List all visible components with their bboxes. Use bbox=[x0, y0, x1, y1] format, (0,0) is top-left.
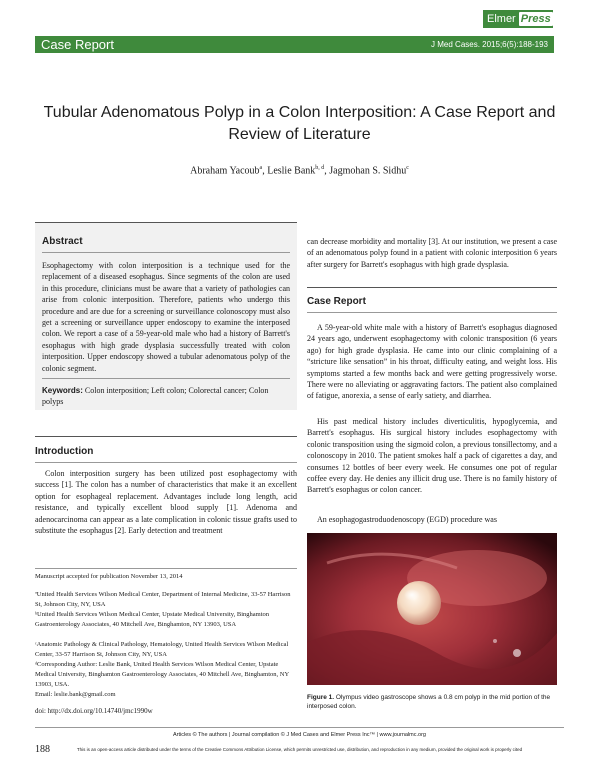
endoscopy-figure bbox=[307, 533, 557, 685]
footer-rule bbox=[35, 727, 564, 728]
author-separator: , bbox=[262, 165, 268, 177]
section-label: Case Report bbox=[41, 37, 114, 52]
case-paragraph-1: A 59-year-old white male with a history of Barrett's esophagus diagnosed 24 years ago, underwent esophagectomy with colonic transposition (6 years ago) for high grade dysplasia. He came into our clinic complaining of a “stricture like sensation” in his throat, difficulty eating, and weight loss. His symptoms started a few months back and were getting progressively worse. There were no alleviating or aggravating factors. The patient also complained of fatigue, anorexia, a sense of early satiety, and diarrhea. bbox=[307, 323, 557, 401]
page-number: 188 bbox=[35, 744, 50, 755]
author-affiliation: c bbox=[406, 165, 409, 171]
introduction-divider bbox=[35, 462, 297, 463]
journal-citation: J Med Cases. 2015;6(5):188-193 bbox=[431, 40, 548, 49]
publisher-press: Press bbox=[520, 13, 551, 25]
footer-copyright: Articles © The authors | Journal compilation © J Med Cases and Elmer Press Inc™ | www.journalmc.org bbox=[173, 732, 426, 738]
introduction-text: Colon interposition surgery has been utilized post esophagectomy with success [1]. The colon has a number of characteristics that make it an excellent option for esophageal replacement. Advantages include long length, acid resistance, and typically excellent blood supply [1]. Adenoma and adenocarcinoma can appear as a late complication in colonic tissue grafts used to substitute the esophagus [2]. Early detection and treatment bbox=[35, 469, 297, 536]
author-affiliation: a bbox=[259, 165, 263, 171]
affiliation-a: ªUnited Health Services Wilson Medical Center, Department of Internal Medicine, 33-57 Harrison St, Johnson City, NY, USA bbox=[35, 591, 291, 608]
abstract-heading: Abstract bbox=[42, 236, 83, 247]
keywords-line bbox=[42, 385, 290, 408]
author-separator: , bbox=[324, 165, 330, 177]
keywords-text: Colon interposition; Left colon; Colorectal cancer; Colon polyps bbox=[42, 386, 269, 407]
abstract-text: Esophagectomy with colon interposition is a technique used for the replacement of a diseased esophagus. Since segments of the colon are used in this procedure, clinicians must be aware that a variety of pathologies can arise from colonic interposition. Therefore, patients who undergo this procedure and are due for a screening or surveillance colonoscopy must also get a screening or surveillance upper endoscopy to examine the interposed colon. We report a case of a 59-year-old male who had a history of Barrett's esophagus with high grade dysplasia successfully treated with colon interposition. Upper endoscopy showed a tubular adenomatous polyp of the colonic segment. bbox=[42, 261, 290, 373]
doi-link[interactable]: doi: http://dx.doi.org/10.14740/jmc1990w bbox=[35, 707, 153, 715]
abstract-top-rule bbox=[35, 222, 297, 223]
endoscopy-image bbox=[307, 533, 557, 685]
publisher-logo bbox=[483, 10, 553, 28]
author-name: Leslie Bank bbox=[267, 165, 316, 177]
affiliation-b: ᵇUnited Health Services Wilson Medical Center, Upstate Medical University, Binghamton Gastroenterology Associates, 40 Mitchell Ave, Binghamton, NY 13903, USA bbox=[35, 611, 269, 628]
footer-license: This is an open-access article distributed under the terms of the Creative Commons Attribution License, which permits unrestricted use, distribution, and reproduction in any medium, provided the original work is properly cited bbox=[76, 747, 523, 752]
case-report-heading: Case Report bbox=[307, 296, 366, 307]
keywords-divider bbox=[42, 378, 290, 379]
case-report-divider bbox=[307, 312, 557, 313]
article-title: Tubular Adenomatous Polyp in a Colon Interposition: A Case Report and Review of Literature bbox=[43, 104, 556, 143]
introduction-heading: Introduction bbox=[35, 446, 94, 457]
publisher-name: Elmer bbox=[487, 13, 516, 25]
author-affiliation: b, d bbox=[315, 165, 325, 171]
manuscript-note: Manuscript accepted for publication November 13, 2014 bbox=[35, 573, 183, 580]
abstract-divider bbox=[42, 252, 290, 253]
intro-continuation: can decrease morbidity and mortality [3]. At our institution, we present a case of an adenomatous polyp found in a patient with colonic interposition 6 years after surgery for Barrett's esophagus with high grade dysplasia. bbox=[307, 237, 557, 269]
figure-label: Figure 1. bbox=[307, 694, 335, 701]
introduction-top-rule bbox=[35, 436, 297, 437]
header-bar bbox=[35, 36, 554, 53]
figure-caption-text: Olympus video gastroscope shows a 0.8 cm polyp in the mid portion of the interposed colon. bbox=[307, 694, 551, 710]
footnotes-rule bbox=[35, 568, 297, 569]
email-note: Email: leslie.bank@gmail.com bbox=[35, 691, 116, 698]
affiliation-d: ᵈCorresponding Author: Leslie Bank, United Health Services Wilson Medical Center, Upstate Medical University, Binghamton Gastroenterology Associates, 40 Mitchell Ave, Binghamton, NY 13903, USA. bbox=[35, 661, 289, 688]
author-name: Jagmohan S. Sidhu bbox=[329, 165, 407, 177]
case-report-top-rule bbox=[307, 287, 557, 288]
author-name: Abraham Yacoub bbox=[190, 165, 260, 177]
figure-caption bbox=[307, 693, 557, 711]
affiliation-c: ᶜAnatomic Pathology & Clinical Pathology, Hematology, United Health Services Wilson Medical Center, 33-57 Harrison St, Johnson City, NY, USA bbox=[35, 641, 289, 658]
keywords-label: Keywords: bbox=[42, 386, 83, 395]
author-list bbox=[35, 165, 564, 176]
case-paragraph-2: His past medical history includes diverticulitis, hypoglycemia, and Barrett's esophagus. His surgical history includes esophagectomy with colonic transposition using the sigmoid colon, a previous tonsillectomy, and a colonoscopy in 2010. The patient smokes half a pack of cigarettes a day, and consumes 12 bottles of beer every week. He consumes one pot of regular coffee every day. He denies any illicit drug use. There is no family history of Barrett's esophagus or colon cancer. bbox=[307, 417, 557, 495]
case-paragraph-3: An esophagogastroduodenoscopy (EGD) procedure was bbox=[317, 515, 497, 524]
